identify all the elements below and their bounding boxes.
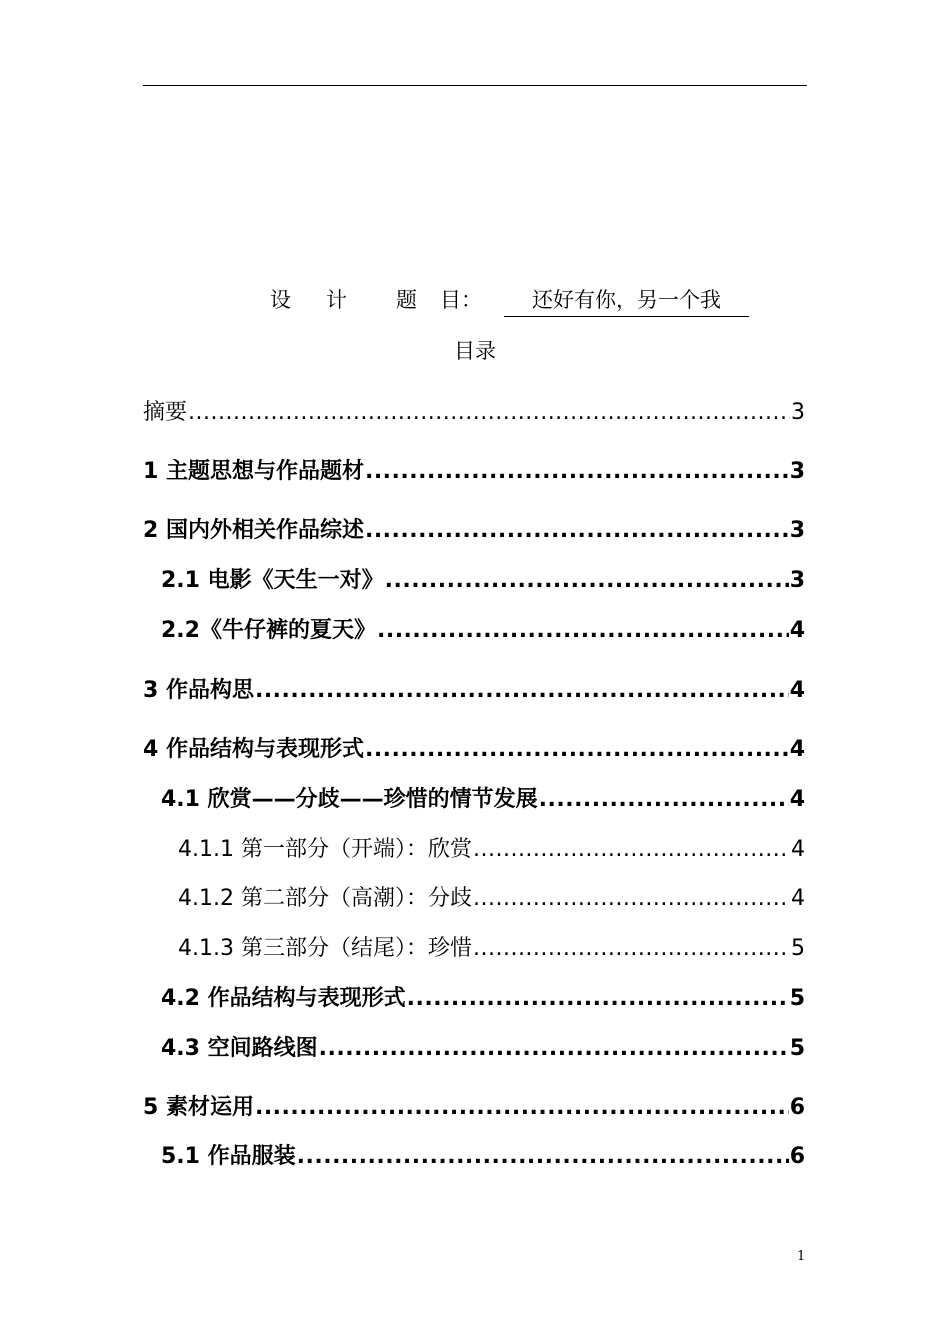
toc-entry-page: 5 <box>791 936 805 961</box>
label-char: 目： <box>440 288 482 312</box>
toc-dot-leader <box>365 459 789 484</box>
toc-entry[interactable] <box>143 881 805 911</box>
toc-entry-page: 3 <box>789 459 805 484</box>
toc-dot-leader <box>473 886 790 911</box>
toc-heading: 目录 <box>454 339 496 363</box>
toc-entry-page: 5 <box>789 1036 805 1061</box>
label-char: 计 <box>326 288 347 312</box>
toc-entry-label: 1 主题思想与作品题材 <box>143 459 364 484</box>
toc-entry[interactable] <box>143 981 805 1011</box>
page-number: 1 <box>797 1249 806 1264</box>
toc-entry-label: 4.3 空间路线图 <box>161 1036 318 1061</box>
label-char: 设 <box>270 288 291 312</box>
toc-dot-leader <box>385 568 789 593</box>
header-rule <box>143 85 807 86</box>
toc-dot-leader <box>319 1036 789 1061</box>
toc-entry[interactable] <box>143 732 805 762</box>
toc-entry[interactable] <box>143 613 805 643</box>
toc-dot-leader <box>377 618 789 643</box>
toc-entry-page: 6 <box>789 1095 805 1120</box>
toc-entry[interactable] <box>143 832 805 862</box>
toc-entry-label: 5 素材运用 <box>143 1095 254 1120</box>
toc-entry-label: 2.1 电影《天生一对》 <box>161 568 384 593</box>
toc-dot-leader <box>539 787 789 812</box>
label-char: 题 <box>396 288 417 312</box>
toc-entry[interactable] <box>143 1139 805 1169</box>
toc-entry-page: 4 <box>789 678 805 703</box>
toc-dot-leader <box>297 1144 789 1169</box>
toc-entry-label: 4 作品结构与表现形式 <box>143 737 364 762</box>
toc-entry-label: 2.2《牛仔裤的夏天》 <box>161 618 376 643</box>
toc-entry-label: 4.1 欣赏——分歧——珍惜的情节发展 <box>161 787 538 812</box>
toc-entry[interactable] <box>143 673 805 703</box>
toc-entry[interactable] <box>143 1031 805 1061</box>
toc-entry[interactable] <box>143 931 805 961</box>
toc-entry-label: 摘要 <box>143 400 188 425</box>
toc-entry[interactable] <box>143 782 805 812</box>
toc-entry-label: 4.2 作品结构与表现形式 <box>161 986 406 1011</box>
toc-entry-label: 2 国内外相关作品综述 <box>143 518 364 543</box>
toc-entry-page: 4 <box>791 886 805 911</box>
toc-dot-leader <box>255 678 789 703</box>
toc-entry-page: 4 <box>789 618 805 643</box>
toc-entry-page: 5 <box>789 986 805 1011</box>
toc-entry-page: 6 <box>789 1144 805 1169</box>
toc-entry[interactable] <box>143 563 805 593</box>
toc-entry[interactable] <box>143 1090 805 1120</box>
toc-entry-page: 3 <box>791 400 805 425</box>
toc-dot-leader <box>473 936 790 961</box>
design-title-label <box>270 284 502 314</box>
toc-dot-leader <box>365 737 789 762</box>
toc-entry-label: 4.1.2 第二部分（高潮）：分歧 <box>178 886 472 911</box>
toc-entry[interactable] <box>143 513 805 543</box>
toc-dot-leader <box>407 986 789 1011</box>
toc-entry-page: 4 <box>789 787 805 812</box>
toc-entry-label: 4.1.1 第一部分（开端）：欣赏 <box>178 837 472 862</box>
toc-entry-page: 4 <box>791 837 805 862</box>
toc-entry[interactable] <box>143 454 805 484</box>
toc-dot-leader <box>473 837 790 862</box>
toc-dot-leader <box>365 518 789 543</box>
toc-entry-label: 5.1 作品服装 <box>161 1144 296 1169</box>
toc-dot-leader <box>188 400 790 425</box>
design-title <box>270 284 749 314</box>
toc-entry-label: 4.1.3 第三部分（结尾）：珍惜 <box>178 936 472 961</box>
toc-entry-label: 3 作品构思 <box>143 678 254 703</box>
toc-entry-page: 3 <box>789 518 805 543</box>
design-title-value: 还好有你，另一个我 <box>504 284 749 317</box>
toc-entry-page: 3 <box>789 568 805 593</box>
toc-entry-page: 4 <box>789 737 805 762</box>
toc-entry[interactable] <box>143 395 805 425</box>
toc-dot-leader <box>255 1095 789 1120</box>
